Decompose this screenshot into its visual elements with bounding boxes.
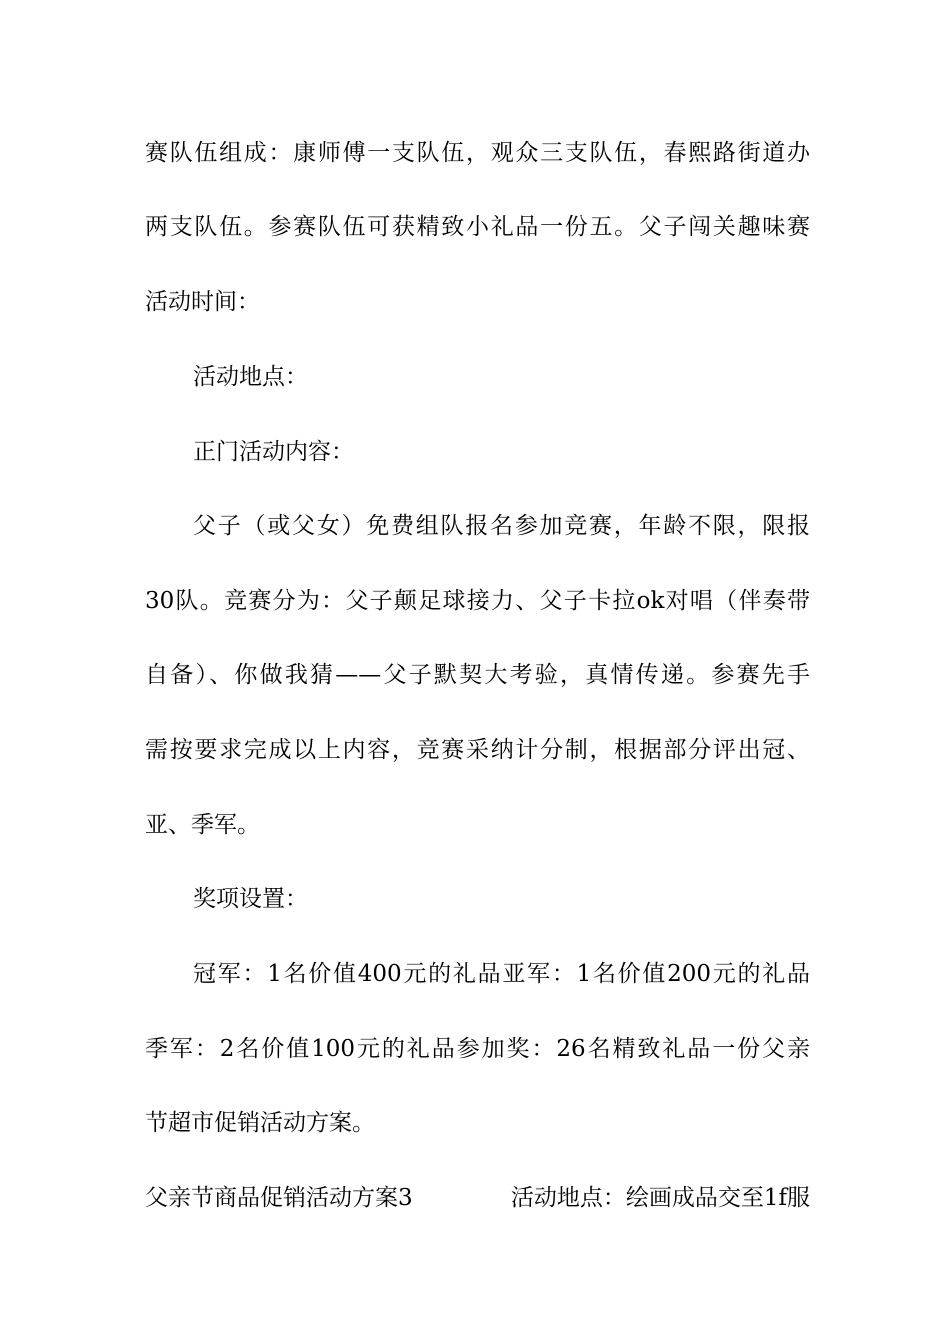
paragraph-line-6: 父子（或父女）免费组队报名参加竞赛，年龄不限，限报 bbox=[193, 513, 810, 539]
paragraph-line-7: 30队。竞赛分为：父子颠足球接力、父子卡拉ok对唱（伴奏带 bbox=[145, 588, 810, 614]
paragraph-line-15 bbox=[145, 1183, 810, 1213]
paragraph-line-8: 自备）、你做我猜——父子默契大考验，真情传递。参赛先手 bbox=[145, 662, 810, 688]
paragraph-line-12: 冠军：1名价值400元的礼品亚军：1名价值200元的礼品 bbox=[193, 961, 810, 987]
paragraph-line-9: 需按要求完成以上内容，竞赛采纳计分制，根据部分评出冠、 bbox=[145, 737, 810, 763]
paragraph-line-5: 正门活动内容： bbox=[193, 439, 354, 465]
paragraph-line-1: 赛队伍组成：康师傅一支队伍，观众三支队伍，春熙路街道办 bbox=[145, 140, 810, 166]
section-title: 父亲节商品促销活动方案3 bbox=[145, 1185, 413, 1211]
paragraph-line-3: 活动时间： bbox=[145, 289, 260, 315]
paragraph-line-11: 奖项设置： bbox=[193, 886, 308, 912]
paragraph-line-2: 两支队伍。参赛队伍可获精致小礼品一份五。父子闯关趣味赛 bbox=[145, 214, 810, 240]
paragraph-line-10: 亚、季军。 bbox=[145, 812, 260, 838]
paragraph-line-15-right: 活动地点：绘画成品交至1f服 bbox=[510, 1185, 810, 1211]
paragraph-line-13: 季军：2名价值100元的礼品参加奖：26名精致礼品一份父亲 bbox=[145, 1036, 810, 1062]
paragraph-line-4: 活动地点： bbox=[193, 364, 308, 390]
paragraph-line-14: 节超市促销活动方案。 bbox=[145, 1110, 375, 1136]
